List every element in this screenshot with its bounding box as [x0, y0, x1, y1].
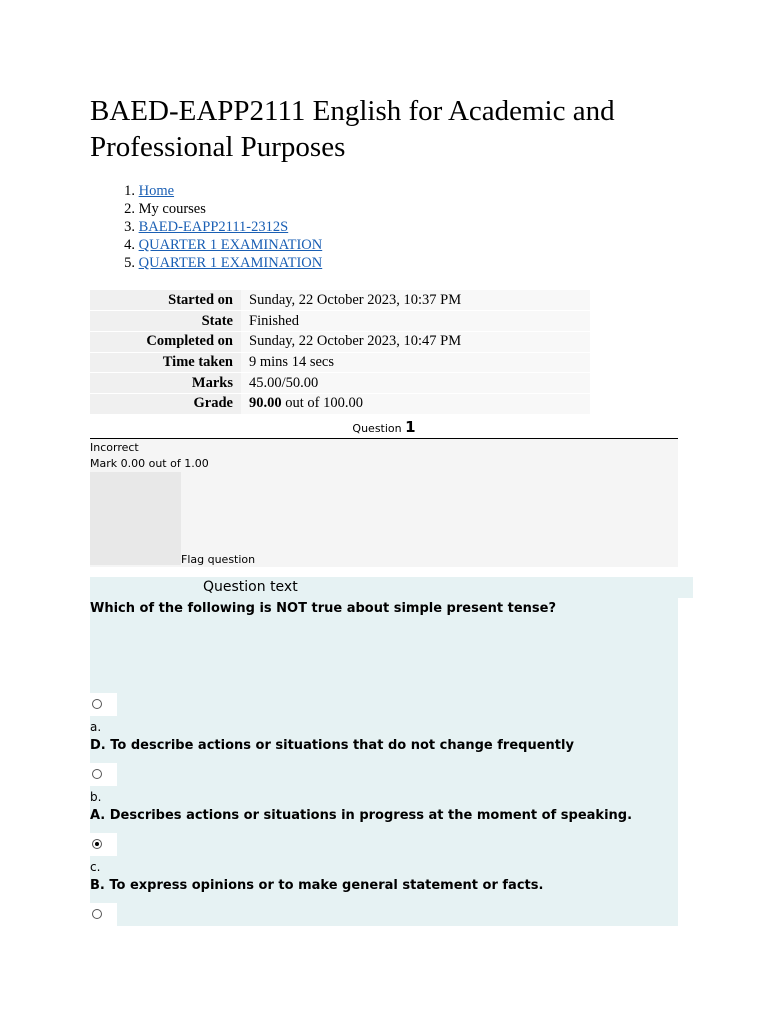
breadcrumb-link-home[interactable]: Home [138, 183, 175, 199]
option-c-radio-selected[interactable] [92, 839, 102, 849]
attempt-summary-table [90, 290, 590, 415]
option-b-letter: b. [90, 790, 102, 804]
breadcrumb-item-exam-section: 4. QUARTER 1 EXAMINATION [124, 237, 323, 253]
question-text-label [90, 577, 693, 598]
summary-value: 45.00/50.00 [241, 373, 590, 394]
flag-question-link[interactable]: Flag question [181, 553, 256, 566]
breadcrumb-link-exam-section[interactable]: QUARTER 1 EXAMINATION [138, 237, 323, 253]
breadcrumb-link-course[interactable]: BAED-EAPP2111-2312S [138, 219, 289, 235]
summary-row-completed [90, 331, 590, 352]
breadcrumb-item-course: 3. BAED-EAPP2111-2312S [124, 219, 289, 235]
breadcrumb-label-my-courses: My courses [138, 201, 206, 217]
summary-label: Marks [90, 373, 241, 394]
option-a-radio-box[interactable] [90, 693, 117, 716]
flag-box [90, 472, 181, 565]
breadcrumb-link-exam[interactable]: QUARTER 1 EXAMINATION [138, 255, 323, 271]
question-mark: Mark 0.00 out of 1.00 [90, 457, 209, 470]
option-a-radio[interactable] [92, 699, 102, 709]
summary-value: Sunday, 22 October 2023, 10:47 PM [241, 331, 590, 352]
breadcrumb [90, 182, 322, 272]
summary-label: Grade [90, 393, 241, 414]
question-body [90, 598, 678, 926]
option-a-text[interactable]: D. To describe actions or situations that do not change frequently [90, 738, 574, 753]
question-number: 1 [405, 418, 416, 436]
option-a-letter: a. [90, 720, 102, 734]
option-c-letter: c. [90, 860, 101, 874]
summary-row-grade [90, 393, 590, 414]
summary-label: Started on [90, 290, 241, 311]
option-c-radio-box[interactable] [90, 833, 117, 856]
summary-row-started [90, 290, 590, 311]
summary-label: Completed on [90, 331, 241, 352]
summary-row-time-taken [90, 352, 590, 373]
option-b-radio-box[interactable] [90, 763, 117, 786]
option-c-text[interactable]: B. To express opinions or to make general statement or facts. [90, 878, 544, 893]
question-prefix: Question [352, 422, 406, 435]
option-d-radio-box[interactable] [90, 903, 117, 926]
breadcrumb-item-home: 1. Home [124, 183, 175, 199]
summary-row-marks [90, 373, 590, 394]
breadcrumb-item-exam: 5. QUARTER 1 EXAMINATION [124, 255, 323, 271]
grade-value: 90.00 [249, 395, 282, 412]
summary-label: Time taken [90, 352, 241, 373]
summary-value: Finished [241, 311, 590, 332]
breadcrumb-item-my-courses: 2. My courses [124, 201, 206, 217]
option-d-radio[interactable] [92, 909, 102, 919]
summary-label: State [90, 311, 241, 332]
summary-value: Sunday, 22 October 2023, 10:37 PM [241, 290, 590, 311]
question-state: Incorrect [90, 441, 139, 454]
question-text-heading: Question text [203, 579, 298, 595]
option-b-radio[interactable] [92, 769, 102, 779]
page-title: BAED-EAPP2111 English for Academic and Professional Purposes [90, 95, 615, 163]
grade-suffix: out of 100.00 [281, 395, 363, 412]
summary-row-state [90, 311, 590, 332]
summary-value: 9 mins 14 secs [241, 352, 590, 373]
question-info-panel [90, 439, 678, 567]
question-heading [90, 417, 678, 439]
option-b-text[interactable]: A. Describes actions or situations in progress at the moment of speaking. [90, 808, 633, 823]
summary-value [241, 393, 590, 414]
question-text: Which of the following is NOT true about simple present tense? [90, 601, 557, 616]
